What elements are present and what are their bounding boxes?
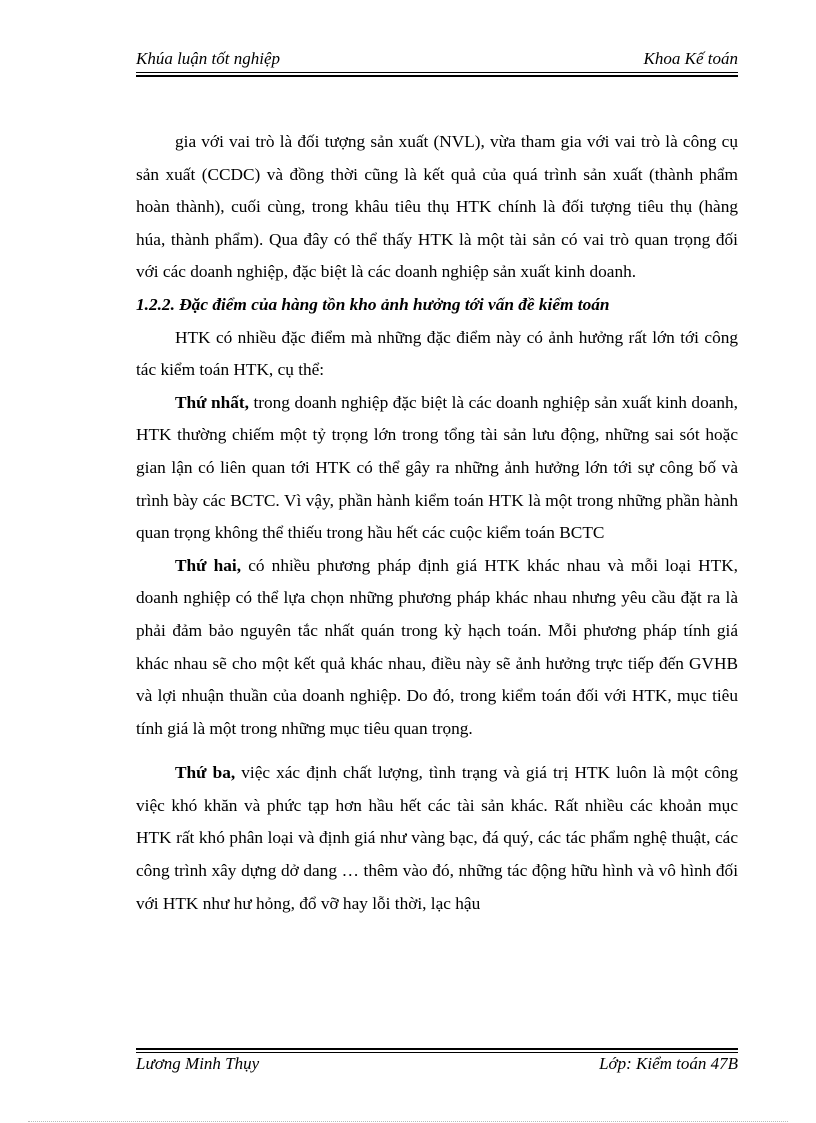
header-divider <box>136 72 738 77</box>
paragraph-first <box>136 387 738 550</box>
page-footer <box>136 1054 738 1078</box>
paragraph-first-label: Thứ nhất, <box>175 392 249 412</box>
footer-divider <box>136 1048 738 1053</box>
lead-paragraph: HTK có nhiều đặc điểm mà những đặc điểm này có ảnh hưởng rất lớn tới công tác kiểm toán HTK, cụ thể: <box>136 327 738 380</box>
footer-class: Lớp: Kiểm toán 47B <box>599 1054 738 1073</box>
paragraph-third <box>136 757 738 920</box>
paragraph-third-text: việc xác định chất lượng, tình trạng và giá trị HTK luôn là một công việc khó khăn và phức tạp hơn hầu hết các tài sản khác. Rất nhiều các khoản mục HTK rất khó phân loại và định giá như vàng bạc, đá quý, các tác phẩm nghệ thuật, các công trình xây dựng dở dang … thêm vào đó, những tác động hữu hình và vô hình đối với HTK như hư hỏng, đổ vỡ hay lỗi thời, lạc hậu <box>136 763 738 913</box>
intro-paragraph: gia với vai trò là đối tượng sản xuất (NVL), vừa tham gia với vai trò là công cụ sản xuất (CCDC) và đồng thời cũng là kết quả của quá trình sản xuất (thành phẩm hoàn thành), cuối cùng, trong khâu tiêu thụ HTK chính là đối tượng tiêu thụ (hàng húa, thành phẩm). Qua đây có thể thấy HTK là một tài sản có vai trò quan trọng đối với các doanh nghiệp, đặc biệt là các doanh nghiệp sản xuất kinh doanh. <box>136 132 738 282</box>
paragraph-second-label: Thứ hai, <box>175 555 242 575</box>
header-thesis-title: Khúa luận tốt nghiệp <box>136 49 281 68</box>
page-edge <box>28 1121 788 1122</box>
page-content <box>136 126 738 920</box>
footer-author: Lương Minh Thụy <box>136 1054 260 1073</box>
page-header <box>136 49 738 73</box>
paragraph-second <box>136 550 738 746</box>
paragraph-second-text: có nhiều phương pháp định giá HTK khác nhau và mỗi loại HTK, doanh nghiệp có thể lựa chọn những phương pháp khác nhau nhưng yêu cầu đặt ra là phải đảm bảo nguyên tắc nhất quán trong kỳ hạch toán. Mỗi phương pháp tính giá khác nhau sẽ cho một kết quả khác nhau, điều này sẽ ảnh hưởng trực tiếp đến GVHB và lợi nhuận thuần của doanh nghiệp. Do đó, trong kiểm toán đối với HTK, mục tiêu tính giá là một trong những mục tiêu quan trọng. <box>136 555 738 738</box>
paragraph-first-text: trong doanh nghiệp đặc biệt là các doanh nghiệp sản xuất kinh doanh, HTK thường chiếm một tỷ trọng lớn trong tổng tài sản lưu động, những sai sót hoặc gian lận có liên quan tới HTK có thể gây ra những ảnh hưởng lớn tới sự công bố và trình bày các BCTC. Vì vậy, phần hành kiểm toán HTK là một trong những phần hành quan trọng không thể thiếu trong hầu hết các cuộc kiểm toán BCTC <box>136 392 738 543</box>
paragraph-third-label: Thứ ba, <box>175 763 236 783</box>
section-heading: 1.2.2. Đặc điểm của hàng tồn kho ảnh hưởng tới vấn đề kiểm toán <box>136 294 610 314</box>
header-faculty: Khoa Kế toán <box>643 49 738 68</box>
